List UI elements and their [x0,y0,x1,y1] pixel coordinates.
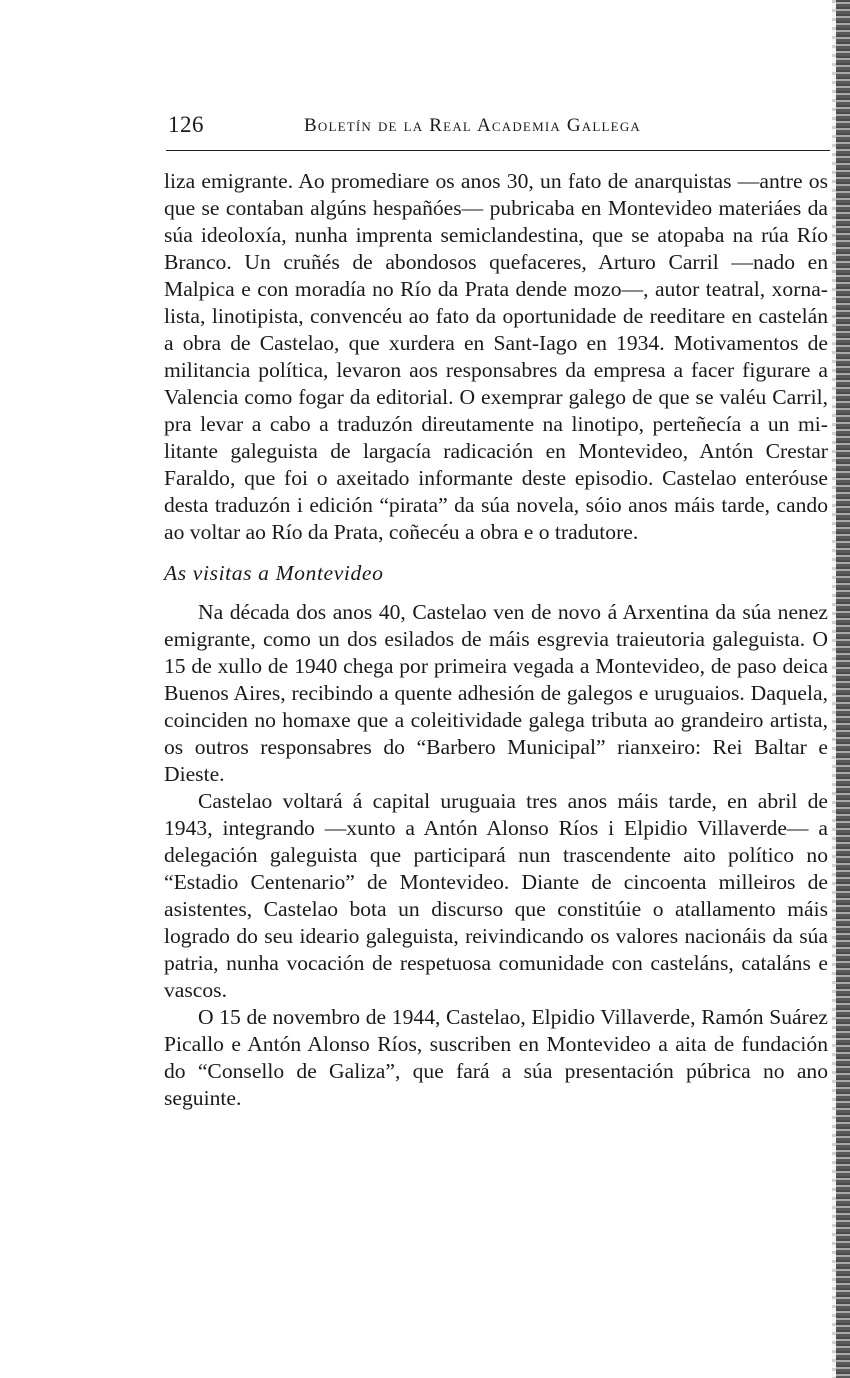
page-edge-scan-artifact [836,0,850,1378]
section-heading: As visitas a Montevideo [164,561,384,585]
running-title: Boletín de la Real Academia Gallega [304,115,641,136]
paragraph-continuation: liza emigrante. Ao promediare os anos 30, un fato de anarquistas —antre os que se contaban algúns hespañóes— pubricaba en Montevideo materiáes da súa ideoloxía, nunha imprenta semiclandestina, que se atopaba na rúa Río Branco. Un cruñés de abondosos quefaceres, Arturo Carril —nado en Malpica e con moradía no Río da Prata dende mozo—, autor teatral, xornalista, linotipista, convencéu ao fato da oportunidade de reeditare en castelán a obra de Castelao, que xurdera en Sant-Iago en 1934. Motivamentos de militancia política, levaron aos responsabres da empresa a facer figurare a Valencia como fogar da editorial. O exemprar galego de que se valéu Carril, pra levar a cabo a traduzón direutamente na linotipo, perteñecía a un militante galeguista de largacía radicación en Montevideo, Antón Crestar Faraldo, que foi o axeitado informante deste episodio. Castelao enteróuse desta traduzón i edición “pirata” da súa novela, sóio anos máis tarde, cando ao voltar ao Río da Prata, coñecéu a obra e o tradutore. [164,169,828,544]
page-header [168,112,830,142]
paragraph: Na década dos anos 40, Castelao ven de novo á Arxentina da súa nenez emigrante, como un dos esilados de máis esgrevia traieutoria galeguista. O 15 de xullo de 1940 chega por primeira vegada a Montevideo, de paso deica Buenos Aires, recibindo a quente adhesión de galegos e uruguaios. Daquela, coinciden no homaxe que a coleitividade galega tributa ao grandeiro artista, os outros responsabres do “Barbero Municipal” rianxeiro: Rei Baltar e Dieste. [164,600,828,786]
paragraph: Castelao voltará á capital uruguaia tres anos máis tarde, en abril de 1943, integrando —xunto a Antón Alonso Ríos i Elpidio Villaverde— a delegación galeguista que participará nun trascendente aito político no “Estadio Centenario” de Montevideo. Diante de cincoenta milleiros de asistentes, Castelao bota un discurso que constitúie o atallamento máis logrado do seu ideario galeguista, reivindicando os valores nacionáis da súa patria, nunha vocación de respetuosa comunidade con casteláns, cataláns e vascos. [164,789,828,1002]
paragraph: O 15 de novembro de 1944, Castelao, Elpidio Villaverde, Ramón Suárez Picallo e Antón Alonso Ríos, suscriben en Montevideo a aita de fundación do “Consello de Galiza”, que fará a súa presentación púbrica no ano seguinte. [164,1005,828,1110]
page-number: 126 [168,112,204,137]
body-text [164,168,828,1112]
header-rule [166,150,830,151]
